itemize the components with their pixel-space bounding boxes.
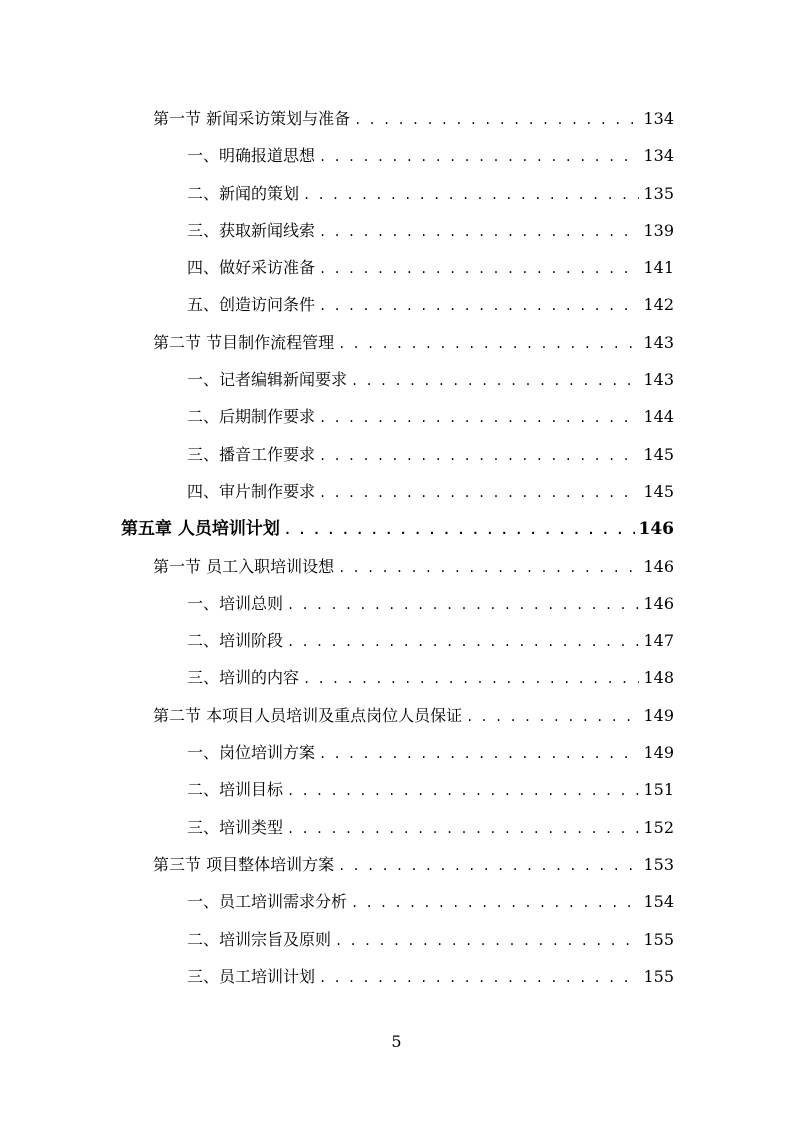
toc-entry-page-number: 146 xyxy=(643,593,674,613)
toc-dot-leader xyxy=(338,856,639,876)
toc-dot-leader xyxy=(319,259,639,279)
toc-dot-leader xyxy=(319,968,639,988)
toc-dot-leader xyxy=(287,819,639,839)
toc-dot-leader xyxy=(303,669,639,689)
toc-entry-page-number: 152 xyxy=(643,817,674,837)
toc-dot-leader xyxy=(351,893,639,913)
toc-entry-page-number: 154 xyxy=(643,892,674,912)
toc-entry-section[interactable] xyxy=(0,698,793,735)
toc-entry-item[interactable] xyxy=(0,735,793,772)
toc-entry-page-number: 134 xyxy=(643,109,674,128)
toc-entry-item[interactable] xyxy=(0,362,793,399)
toc-entry-title: 五、创造访问条件 xyxy=(187,295,316,315)
toc-dot-leader xyxy=(287,632,639,652)
toc-entry-section[interactable] xyxy=(0,847,793,884)
toc-entry-title: 一、培训总则 xyxy=(187,593,284,613)
toc-dot-leader xyxy=(303,185,639,205)
toc-entry-item[interactable] xyxy=(0,138,793,175)
toc-entry-title: 第一节 新闻采访策划与准备 xyxy=(153,109,351,128)
toc-entry-title: 第二节 本项目人员培训及重点岗位人员保证 xyxy=(153,705,463,725)
toc-entry-page-number: 143 xyxy=(643,370,674,390)
toc-entry-item[interactable] xyxy=(0,176,793,213)
toc-entry-title: 三、播音工作要求 xyxy=(187,444,316,464)
toc-dot-leader xyxy=(319,483,639,503)
toc-dot-leader xyxy=(319,446,639,466)
toc-entry-page-number: 142 xyxy=(643,295,674,315)
toc-entry-item[interactable] xyxy=(0,623,793,660)
toc-entry-item[interactable] xyxy=(0,250,793,287)
toc-entry-title: 二、新闻的策划 xyxy=(187,183,300,203)
toc-entry-item[interactable] xyxy=(0,586,793,623)
toc-dot-leader xyxy=(284,520,635,540)
toc-dot-leader xyxy=(335,931,639,951)
toc-entry-item[interactable] xyxy=(0,437,793,474)
toc-entry-title: 一、员工培训需求分析 xyxy=(187,892,348,912)
toc-entry-title: 一、明确报道思想 xyxy=(187,146,316,166)
toc-dot-leader xyxy=(287,595,639,615)
toc-entry-section[interactable] xyxy=(0,101,793,138)
toc-entry-page-number: 134 xyxy=(643,146,674,166)
toc-dot-leader xyxy=(319,296,639,316)
toc-dot-leader xyxy=(351,371,639,391)
toc-entry-page-number: 149 xyxy=(643,743,674,763)
toc-entry-page-number: 149 xyxy=(643,705,674,725)
toc-entry-page-number: 146 xyxy=(643,556,674,576)
toc-entry-title: 四、审片制作要求 xyxy=(187,481,316,501)
toc-entry-page-number: 139 xyxy=(643,220,674,240)
toc-entry-page-number: 148 xyxy=(643,668,674,688)
toc-entry-title: 三、培训的内容 xyxy=(187,668,300,688)
table-of-contents xyxy=(0,101,793,996)
toc-entry-title: 四、做好采访准备 xyxy=(187,258,316,278)
toc-entry-page-number: 143 xyxy=(643,332,674,352)
toc-entry-title: 一、记者编辑新闻要求 xyxy=(187,370,348,390)
toc-entry-item[interactable] xyxy=(0,922,793,959)
toc-entry-section[interactable] xyxy=(0,325,793,362)
toc-entry-page-number: 141 xyxy=(643,258,674,278)
toc-entry-title: 第二节 节目制作流程管理 xyxy=(153,332,335,352)
toc-dot-leader xyxy=(338,334,639,354)
toc-entry-item[interactable] xyxy=(0,213,793,250)
toc-dot-leader xyxy=(319,147,639,167)
toc-entry-title: 三、培训类型 xyxy=(187,817,284,837)
toc-entry-title: 第五章 人员培训计划 xyxy=(121,519,280,540)
toc-entry-title: 二、培训宗旨及原则 xyxy=(187,929,332,949)
toc-dot-leader xyxy=(319,408,639,428)
toc-entry-page-number: 135 xyxy=(643,183,674,203)
toc-dot-leader xyxy=(466,707,639,727)
toc-entry-item[interactable] xyxy=(0,810,793,847)
toc-dot-leader xyxy=(338,558,639,578)
toc-entry-item[interactable] xyxy=(0,399,793,436)
toc-entry-item[interactable] xyxy=(0,287,793,324)
toc-entry-item[interactable] xyxy=(0,884,793,921)
toc-entry-title: 第三节 项目整体培训方案 xyxy=(153,854,335,874)
toc-entry-section[interactable] xyxy=(0,549,793,586)
toc-dot-leader xyxy=(287,781,639,801)
toc-entry-page-number: 146 xyxy=(638,519,674,540)
toc-entry-page-number: 147 xyxy=(643,631,674,651)
page-number: 5 xyxy=(391,1032,402,1051)
toc-entry-title: 三、员工培训计划 xyxy=(187,966,316,986)
toc-entry-page-number: 153 xyxy=(643,854,674,874)
toc-entry-title: 二、培训目标 xyxy=(187,780,284,800)
toc-entry-title: 一、岗位培训方案 xyxy=(187,743,316,763)
toc-entry-page-number: 145 xyxy=(643,481,674,501)
toc-entry-chapter[interactable] xyxy=(0,511,793,548)
toc-entry-page-number: 155 xyxy=(643,929,674,949)
toc-entry-item[interactable] xyxy=(0,959,793,996)
toc-entry-title: 二、后期制作要求 xyxy=(187,407,316,427)
toc-entry-page-number: 145 xyxy=(643,444,674,464)
toc-entry-item[interactable] xyxy=(0,772,793,809)
toc-entry-title: 三、获取新闻线索 xyxy=(187,220,316,240)
toc-dot-leader xyxy=(319,222,639,242)
toc-entry-item[interactable] xyxy=(0,660,793,697)
toc-entry-page-number: 151 xyxy=(643,780,674,800)
toc-entry-page-number: 155 xyxy=(643,966,674,986)
toc-dot-leader xyxy=(354,110,639,130)
toc-entry-item[interactable] xyxy=(0,474,793,511)
toc-entry-page-number: 144 xyxy=(643,407,674,427)
toc-dot-leader xyxy=(319,744,639,764)
toc-entry-title: 二、培训阶段 xyxy=(187,631,284,651)
toc-entry-title: 第一节 员工入职培训设想 xyxy=(153,556,335,576)
